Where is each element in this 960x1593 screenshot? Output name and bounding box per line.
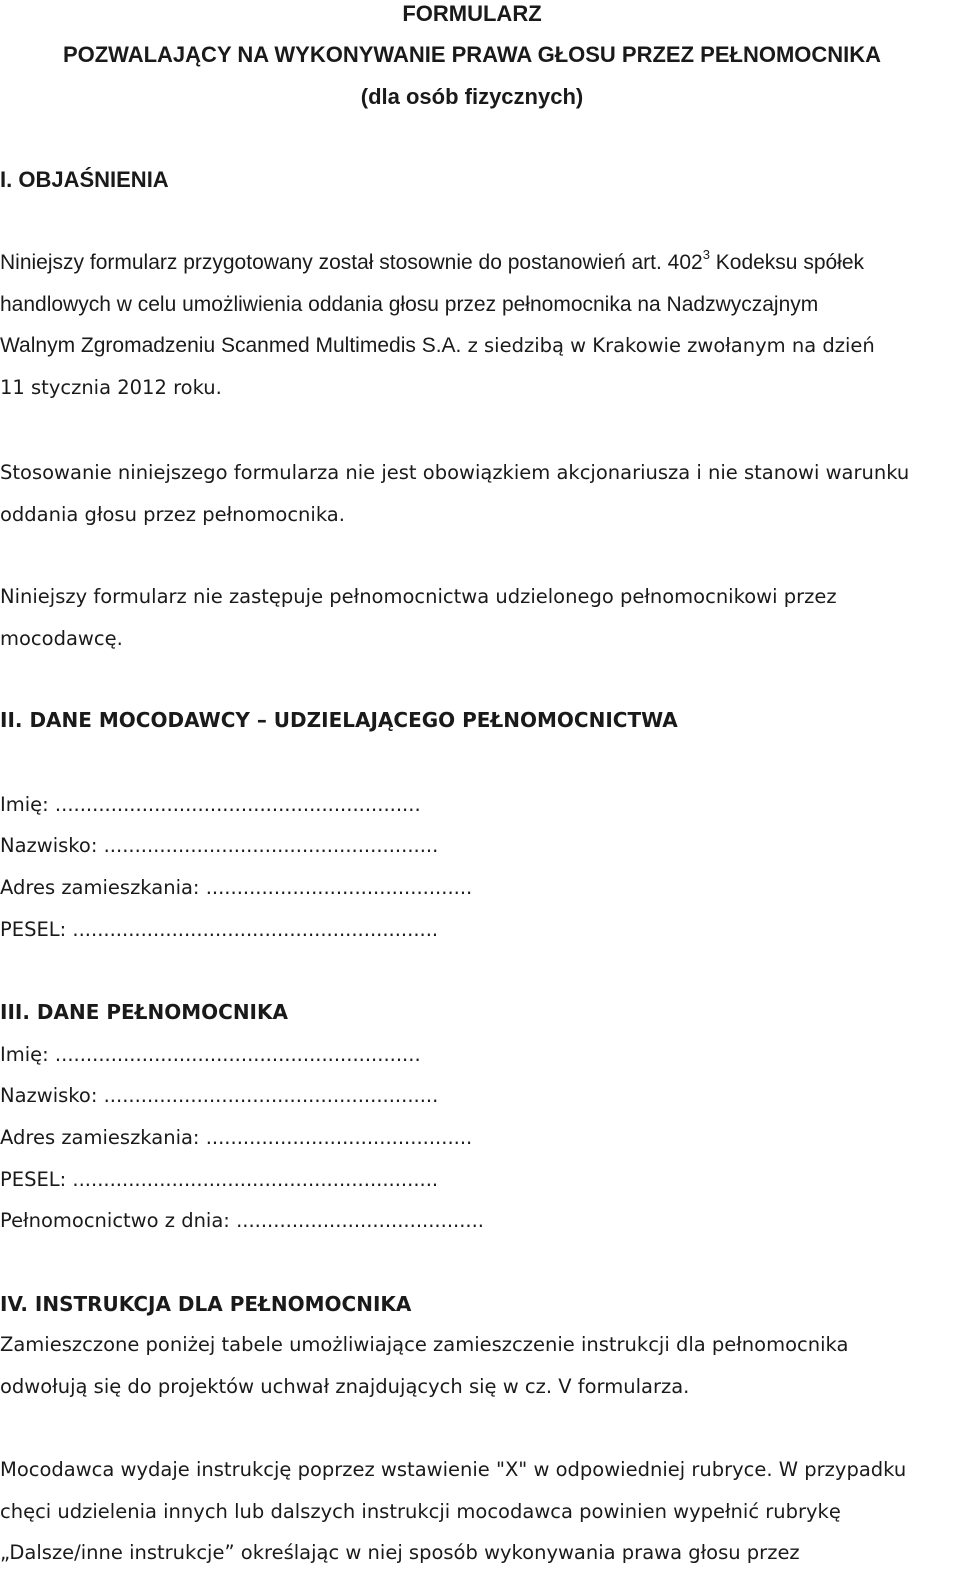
paragraph-tables-info	[0, 1324, 950, 1407]
form-title: FORMULARZ	[402, 1, 542, 26]
text-span: Kodeksu spółek	[709, 251, 865, 274]
paragraph-line: odwołują się do projektów uchwał znajdujących się w cz. V formularza.	[0, 1374, 690, 1398]
paragraph-instruction-method	[0, 1449, 950, 1574]
proxy-first-name-field[interactable]: Imię: ...........................................................	[0, 1043, 421, 1066]
paragraph-line: mocodawcę.	[0, 626, 123, 650]
paragraph-legal-basis	[0, 242, 950, 408]
principal-first-name-field[interactable]: Imię: ...........................................................	[0, 793, 421, 816]
text-span: Walnym Zgromadzeniu Scanmed Multimedis S.A.	[0, 334, 462, 357]
paragraph-line: chęci udzielenia innych lub dalszych instrukcji mocodawca powinien wypełnić rubrykę	[0, 1499, 841, 1523]
paragraph-line	[0, 325, 950, 367]
proxy-address-field[interactable]: Adres zamieszkania: ...........................................	[0, 1126, 473, 1149]
paragraph-line: Mocodawca wydaje instrukcję poprzez wstawienie "X" w odpowiedniej rubryce. W przypadku	[0, 1458, 907, 1481]
paragraph-line: Stosowanie niniejszego formularza nie jest obowiązkiem akcjonariusza i nie stanowi warunku	[0, 461, 910, 484]
paragraph-line: „Dalsze/inne instrukcje” określając w niej sposób wykonywania prawa głosu przez	[0, 1541, 800, 1564]
section-heading-explanations: I. OBJAŚNIENIA	[0, 167, 169, 192]
proxy-last-name-field[interactable]: Nazwisko: ......................................................	[0, 1084, 439, 1107]
paragraph-line: oddania głosu przez pełnomocnika.	[0, 502, 345, 526]
paragraph-line: Niniejszy formularz nie zastępuje pełnomocnictwa udzielonego pełnomocnikowi przez	[0, 585, 837, 608]
paragraph-line: Zamieszczone poniżej tabele umożliwiające zamieszczenie instrukcji dla pełnomocnika	[0, 1333, 849, 1356]
paragraph-line: handlowych w celu umożliwienia oddania głosu przez pełnomocnika na Nadzwyczajnym	[0, 292, 819, 316]
paragraph-not-replacing	[0, 576, 950, 659]
section-heading-proxy-instructions: IV. INSTRUKCJA DLA PEŁNOMOCNIKA	[0, 1292, 412, 1316]
section-heading-principal-data: II. DANE MOCODAWCY – UDZIELAJĄCEGO PEŁNOMOCNICTWA	[0, 708, 678, 732]
form-subtitle-persons: (dla osób fizycznych)	[360, 84, 584, 109]
text-span: z siedzibą w Krakowie zwołanym na dzień	[461, 334, 875, 357]
form-subtitle: POZWALAJĄCY NA WYKONYWANIE PRAWA GŁOSU PRZEZ PEŁNOMOCNIKA	[62, 42, 882, 67]
proxy-date-field[interactable]: Pełnomocnictwo z dnia: ........................................	[0, 1209, 485, 1232]
proxy-pesel-field[interactable]: PESEL: ...........................................................	[0, 1168, 439, 1191]
principal-address-field[interactable]: Adres zamieszkania: ...........................................	[0, 876, 473, 899]
text-span: Niniejszy formularz przygotowany został stosownie do postanowień art. 402	[0, 251, 703, 274]
paragraph-line: 11 stycznia 2012 roku.	[0, 375, 222, 399]
principal-last-name-field[interactable]: Nazwisko: ......................................................	[0, 834, 439, 857]
paragraph-not-obligatory	[0, 452, 950, 535]
section-heading-proxy-data: III. DANE PEŁNOMOCNIKA	[0, 1000, 288, 1024]
superscript: 3	[702, 247, 710, 262]
principal-pesel-field[interactable]: PESEL: ...........................................................	[0, 918, 439, 941]
paragraph-line	[0, 242, 950, 284]
